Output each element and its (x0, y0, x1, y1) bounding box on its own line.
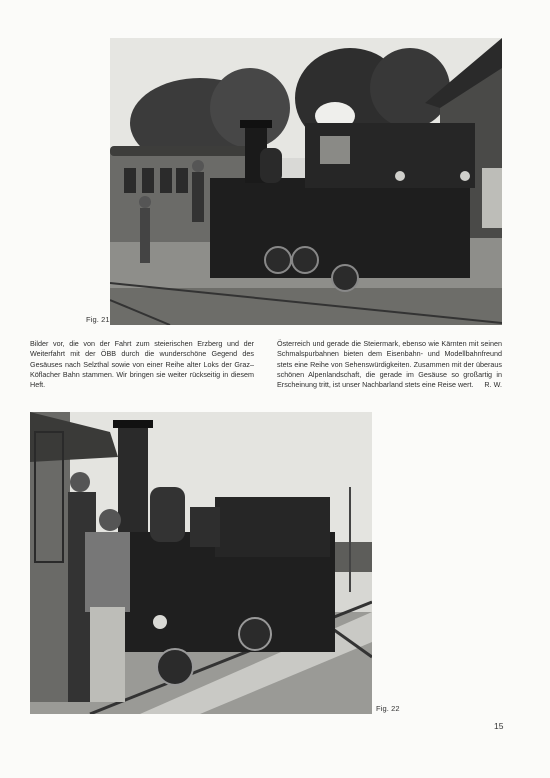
figure-caption-22: Fig. 22 (376, 704, 400, 713)
photo-fig-22 (30, 412, 372, 714)
figure-caption-21: Fig. 21 (86, 315, 110, 324)
page-number: 15 (494, 721, 504, 731)
body-text-right-column (277, 339, 502, 390)
body-text-right: Österreich und gerade die Steiermark, ebenso wie Kärnten mit seinen Schmalspurbahnen bieten dem Eisenbahn- und Modellbahnfreund stets eine Reihe von Sehenswürdigkeiten. Zusammen mit der überaus schönen Alpenlandschaft, die gerade im Gesäuse so großartig in Erscheinung tritt, ist unser Nachbarland stets eine Reise wert. (277, 339, 502, 390)
body-text-left-column: Bilder vor, die von der Fahrt zum steierischen Erzberg und der Weiterfahrt mit der ÖBB durch die wunderschöne Gegend des Gesäuses nach Selzthal sowie von einer Reihe alter Loks der Graz–Köflacher Bahn stammen. Wir bringen sie weiter rückseitig in diesem Heft. (30, 339, 254, 390)
author-signature: R. W. (484, 380, 502, 390)
photo-fig-21 (110, 38, 502, 325)
